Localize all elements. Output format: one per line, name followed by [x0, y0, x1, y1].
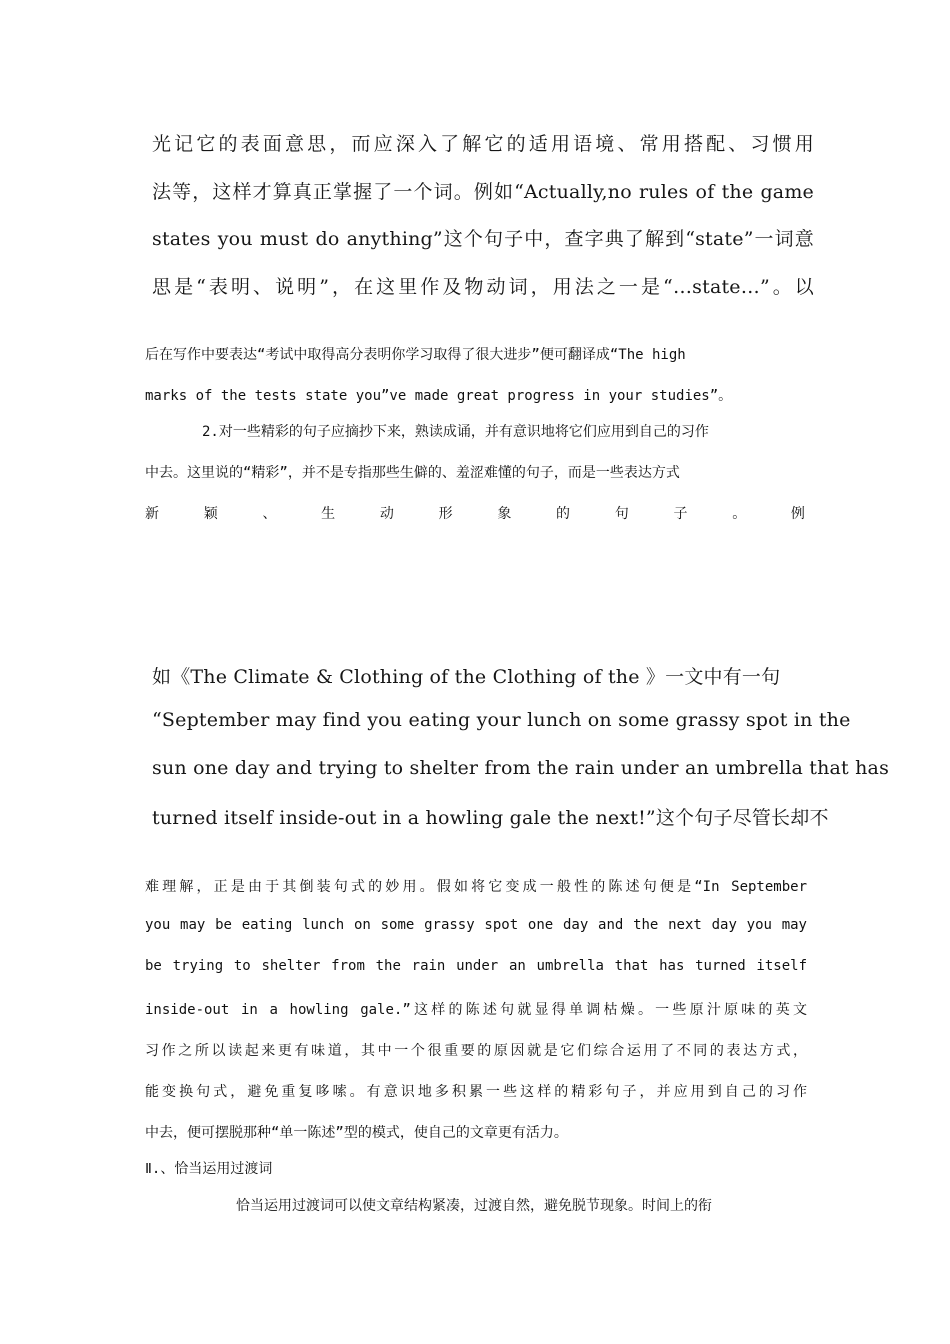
- para2-char: 、: [262, 506, 277, 522]
- para3-line-1: 难理解，正是由于其倒装句式的妙用。假如将它变成一般性的陈述句便是“In September: [145, 879, 807, 895]
- para2-char: 子: [673, 506, 688, 522]
- para3-line-5: 习作之所以读起来更有味道，其中一个很重要的原因就是它们综合运用了不同的表达方式，: [145, 1043, 807, 1059]
- block2-line-1: 如《The Climate & Clothing of the Clothing of the 》一文中有一句: [152, 666, 781, 688]
- block1-line-4: 思是“表明、说明”，在这里作及物动词，用法之一是“…state…”。以: [152, 276, 814, 298]
- block1-line-1: 光记它的表面意思，而应深入了解它的适用语境、常用搭配、习惯用: [152, 133, 814, 155]
- para3-line-7: 中去，便可摆脱那种“单一陈述”型的模式，使自己的文章更有活力。: [145, 1125, 568, 1141]
- para2-char: 颖: [203, 506, 218, 522]
- block2-line-2: “September may find you eating your lunch on some grassy spot in the: [152, 709, 851, 731]
- para2-line-1: 2.对一些精彩的句子应摘抄下来，熟读成诵，并有意识地将它们应用到自己的习作: [202, 424, 709, 440]
- para2-char: 新: [145, 506, 159, 522]
- para2-char: 的: [556, 506, 571, 522]
- block2-line-4: turned itself inside-out in a howling gale the next!”这个句子尽管长却不: [152, 807, 829, 829]
- block2-line-3: sun one day and trying to shelter from the rain under an umbrella that has: [152, 757, 890, 779]
- section-first-line: 恰当运用过渡词可以使文章结构紧凑，过渡自然，避免脱节现象。时间上的衔: [236, 1198, 712, 1214]
- para3-line-2: you may be eating lunch on some grassy spot one day and the next day you may: [145, 917, 807, 933]
- para1-line-2: marks of the tests state you”ve made great progress in your studies”。: [145, 388, 733, 404]
- para2-char: 形: [438, 506, 453, 522]
- block1-line-3: states you must do anything”这个句子中，查字典了解到“state”一词意: [152, 228, 814, 250]
- section-heading: Ⅱ.、恰当运用过渡词: [145, 1161, 273, 1177]
- para2-char: 句: [614, 506, 629, 522]
- para3-line-6: 能变换句式，避免重复哆嗦。有意识地多积累一些这样的精彩句子，并应用到自己的习作: [145, 1084, 807, 1100]
- para1-line-1: 后在写作中要表达“考试中取得高分表明你学习取得了很大进步”便可翻译成“The high: [145, 347, 686, 363]
- para3-line-4: inside-out in a howling gale.”这样的陈述句就显得单调枯燥。一些原汁原味的英文: [145, 1002, 807, 1018]
- block1-line-2: 法等，这样才算真正掌握了一个词。例如“Actually,no rules of the game: [152, 181, 814, 203]
- para3-line-3: be trying to shelter from the rain under an umbrella that has turned itself: [145, 958, 807, 974]
- para2-char: 动: [379, 506, 394, 522]
- para2-line-2: 中去。这里说的“精彩”，并不是专指那些生僻的、羞涩难懂的句子，而是一些表达方式: [145, 465, 680, 481]
- para2-char: 生: [321, 506, 336, 522]
- para2-char: 象: [497, 506, 512, 522]
- para2-line-3: [145, 503, 805, 523]
- para2-char: 。: [732, 506, 747, 522]
- para2-char: 例: [790, 506, 805, 522]
